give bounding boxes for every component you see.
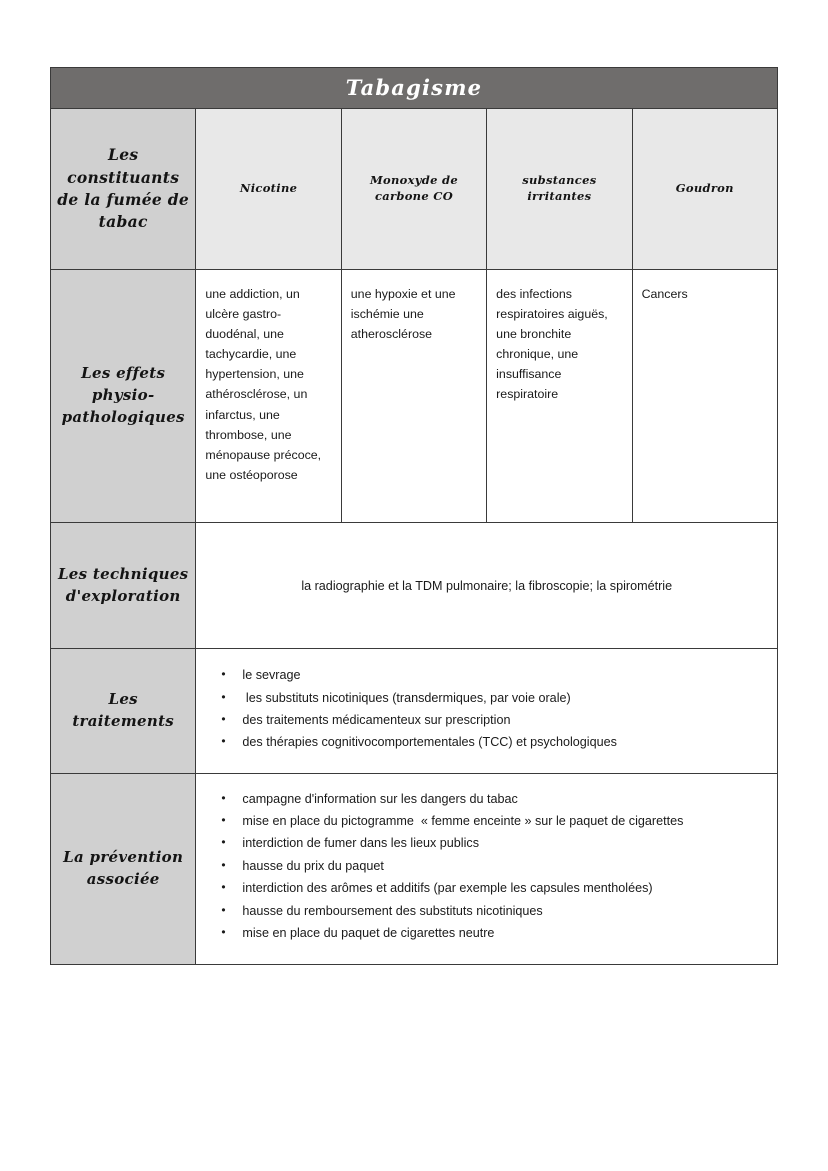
table-row-effets-physiopathologiques <box>51 270 778 523</box>
column-header-goudron <box>632 109 777 270</box>
column-header-monoxyde-de-carbone <box>341 109 486 270</box>
column-header-monoxyde-de-carbone-text: Monoxyde de carbone CO <box>369 173 458 203</box>
column-header-nicotine <box>196 109 341 270</box>
list-item: • des thérapies cognitivocomportementales (TCC) et psychologiques <box>242 733 769 755</box>
column-header-nicotine-text: Nicotine <box>239 181 298 196</box>
row-label-techniques-text: Les techniques d'exploration <box>57 564 189 605</box>
table-title-row <box>51 68 778 109</box>
table-title-cell <box>51 68 778 109</box>
row-label-techniques <box>51 523 196 649</box>
list-item: • hausse du remboursement des substituts nicotiniques <box>242 902 769 924</box>
column-header-goudron-text: Goudron <box>675 181 734 196</box>
cell-effets-goudron: Cancers <box>632 270 777 523</box>
tabagisme-table <box>50 67 778 965</box>
page-title: Tabagisme <box>345 74 483 100</box>
list-item: • interdiction des arômes et additifs (par exemple les capsules mentholées) <box>242 879 769 901</box>
column-header-substances-irritantes-text: substances irritantes <box>522 173 597 203</box>
list-item: • campagne d'information sur les dangers du tabac <box>242 790 769 812</box>
row-label-prevention <box>51 774 196 965</box>
table-row-traitements <box>51 649 778 774</box>
cell-prevention <box>196 774 778 965</box>
prevention-list <box>204 790 769 947</box>
row-label-effets-text: Les effets physio-pathologiques <box>61 364 185 426</box>
row-label-traitements-text: Les traitements <box>72 690 175 730</box>
row-label-effets <box>51 270 196 523</box>
cell-techniques-exploration: la radiographie et la TDM pulmonaire; la fibroscopie; la spirométrie <box>196 523 778 649</box>
cell-effets-substances-irritantes: des infections respiratoires aiguës, une bronchite chronique, une insuffisance respiratoire <box>487 270 632 523</box>
column-header-substances-irritantes <box>487 109 632 270</box>
list-item: • hausse du prix du paquet <box>242 857 769 879</box>
row-label-prevention-text: La prévention associée <box>63 848 184 888</box>
table-row-techniques-exploration <box>51 523 778 649</box>
list-item: • des traitements médicamenteux sur prescription <box>242 711 769 733</box>
list-item: • mise en place du pictogramme « femme enceinte » sur le paquet de cigarettes <box>242 812 769 834</box>
row-label-constituants <box>51 109 196 270</box>
list-item: • interdiction de fumer dans les lieux publics <box>242 834 769 856</box>
cell-effets-nicotine: une addiction, un ulcère gastro-duodénal, une tachycardie, une hypertension, une athérosclérose, un infarctus, une thrombose, une ménopause précoce, une ostéoporose <box>196 270 341 523</box>
row-label-traitements <box>51 649 196 774</box>
table-row-prevention <box>51 774 778 965</box>
list-item: • les substituts nicotiniques (transdermiques, par voie orale) <box>242 689 769 711</box>
list-item: • mise en place du paquet de cigarettes neutre <box>242 924 769 946</box>
table-header-row <box>51 109 778 270</box>
cell-traitements <box>196 649 778 774</box>
row-label-constituants-text: Les constituants de la fumée de tabac <box>57 145 190 232</box>
cell-effets-monoxyde-de-carbone: une hypoxie et une ischémie une atherosclérose <box>341 270 486 523</box>
list-item: • le sevrage <box>242 666 769 688</box>
traitements-list <box>204 666 769 756</box>
